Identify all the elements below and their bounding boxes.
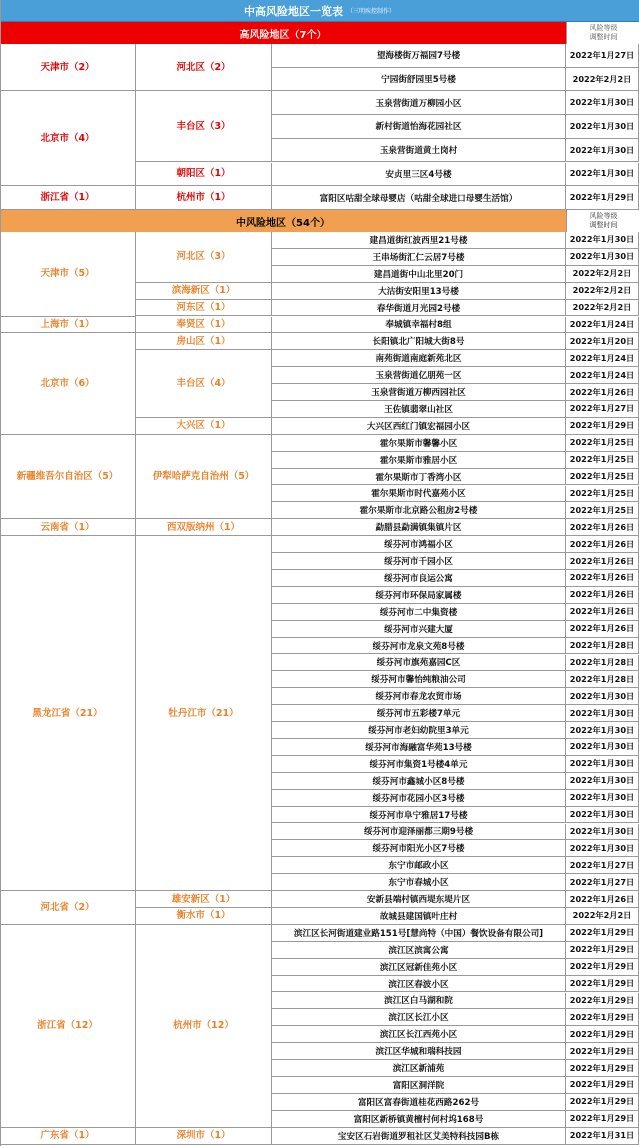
address-cell: 滨江区滨寓公寓 [272,942,566,959]
date-cell: 2022年1月24日 [566,350,639,367]
address-cell: 玉泉营街道万柳西园社区 [272,384,566,401]
date-cell: 2022年1月29日 [566,1043,639,1060]
date-cell: 2022年1月20日 [566,333,639,350]
date-cell: 2022年1月29日 [566,1077,639,1094]
city-cell: 滨海新区（1） [136,283,272,300]
date-cell: 2022年1月26日 [566,519,639,536]
city-cell: 丰台区（3） [136,91,272,162]
city-cell: 西双版纳州（1） [136,519,272,536]
high-risk-heading [0,22,639,44]
province-cell: 新疆维吾尔自治区（5） [0,435,136,520]
city-cell: 牡丹江市（21） [136,536,272,891]
city-cell: 雄安新区（1） [136,891,272,908]
address-cell: 东宁市邮政小区 [272,857,566,874]
table-subtitle: （三明疾控制作） [346,8,395,15]
date-cell: 2022年1月26日 [566,384,639,401]
date-cell: 2022年1月25日 [566,486,639,503]
address-cell: 绥芬河市鑫城小区8号楼 [272,773,566,790]
date-cell: 2022年1月28日 [566,655,639,672]
mid-risk-title: 中风险地区（54个） [0,210,566,232]
city-cell: 杭州市（12） [136,925,272,1128]
table-title-bar [0,0,639,22]
date-cell: 2022年1月26日 [566,891,639,908]
province-cell: 上海市（1） [0,317,136,334]
address-cell: 绥芬河市海融富华苑13号楼 [272,739,566,756]
date-cell: 2022年1月30日 [566,739,639,756]
date-cell: 2022年1月25日 [566,502,639,519]
address-cell: 绥芬河市鸿福小区 [272,536,566,553]
mid-risk-heading [0,210,639,232]
address-cell: 玉泉营街道亿朋苑一区 [272,367,566,384]
date-cell: 2022年1月30日 [566,840,639,857]
province-cell: 河北省（2） [0,891,136,925]
date-cell: 2022年1月29日 [566,1060,639,1077]
address-cell: 霍尔果斯市馨馨小区 [272,435,566,452]
high-risk-title: 高风险地区（7个） [0,22,566,44]
city-cell: 大兴区（1） [136,418,272,435]
left-border [0,0,1,1146]
date-cell: 2022年1月30日 [566,790,639,807]
date-cell: 2022年1月27日 [566,44,639,68]
date-cell: 2022年1月30日 [566,139,639,163]
date-cell: 2022年1月30日 [566,91,639,115]
date-cell: 2022年1月25日 [566,435,639,452]
address-cell: 滨江区冠新佳苑小区 [272,959,566,976]
address-cell: 绥芬河市二中集资楼 [272,604,566,621]
province-cell: 黑龙江省（21） [0,536,136,891]
address-cell: 绥芬河市老妇幼院里3单元 [272,722,566,739]
date-cell: 2022年1月26日 [566,587,639,604]
address-cell: 滨江区新浦苑 [272,1060,566,1077]
address-cell: 大沽街安阳里13号楼 [272,283,566,300]
address-cell: 绥芬河市旗苑嘉园C区 [272,655,566,672]
address-cell: 霍尔果斯市时代嘉苑小区 [272,486,566,503]
province-cell: 北京市（6） [0,333,136,434]
address-cell: 绥芬河市阜宁雅居17号楼 [272,807,566,824]
address-cell: 王佐镇翡翠山社区 [272,401,566,418]
high-risk-date-header [566,22,639,44]
address-cell: 绥芬河市迎泽丽都三期9号楼 [272,824,566,841]
date-cell: 2022年1月30日 [566,773,639,790]
date-cell: 2022年1月28日 [566,638,639,655]
date-cell: 2022年1月26日 [566,570,639,587]
address-cell: 滨江区长河街道建业路151号[慧尚特（中国）餐饮设备有限公司] [272,925,566,942]
address-cell: 滨江区长江西苑小区 [272,1026,566,1043]
date-cell: 2022年1月25日 [566,469,639,486]
province-cell: 天津市（5） [0,232,136,317]
date-cell: 2022年2月2日 [566,68,639,92]
address-cell: 绥芬河市馨怡纯粮油公司 [272,671,566,688]
address-cell: 故城县建国镇叶庄村 [272,908,566,925]
city-cell: 杭州市（1） [136,186,272,210]
date-cell: 2022年1月29日 [566,925,639,942]
address-cell: 绥芬河市集资1号楼4单元 [272,756,566,773]
address-cell: 绥芬河市五彩楼7单元 [272,705,566,722]
date-cell: 2022年1月31日 [566,1128,639,1145]
address-cell: 望海楼街万福园7号楼 [272,44,566,68]
address-cell: 霍尔果斯市雅居小区 [272,452,566,469]
address-cell: 安新县端村镇西堤东堤片区 [272,891,566,908]
city-cell: 丰台区（4） [136,350,272,418]
city-cell: 衡水市（1） [136,908,272,925]
note-line-2: 调整时间 [589,33,618,41]
address-cell: 绥芬河市春龙农贸市场 [272,688,566,705]
date-cell: 2022年1月25日 [566,452,639,469]
date-cell: 2022年1月29日 [566,993,639,1010]
province-cell: 浙江省（1） [0,186,136,210]
province-cell: 云南省（1） [0,519,136,536]
address-cell: 春华街道月光园2号楼 [272,300,566,317]
address-cell: 滨江区长江小区 [272,1009,566,1026]
address-cell: 富阳区咕甜全球母婴店（咕甜全球进口母婴生活馆） [272,186,566,210]
address-cell: 建昌道街红波西里21号楼 [272,232,566,249]
address-cell: 绥芬河市兴建大厦 [272,621,566,638]
date-cell: 2022年1月30日 [566,249,639,266]
address-cell: 滨江区春波小区 [272,976,566,993]
city-cell: 奉贤区（1） [136,317,272,334]
date-cell: 2022年1月30日 [566,705,639,722]
address-cell: 新村街道怡海花园社区 [272,115,566,139]
address-cell: 宁园街舒园里5号楼 [272,68,566,92]
address-cell: 绥芬河市环保局家属楼 [272,587,566,604]
date-cell: 2022年1月30日 [566,824,639,841]
date-cell: 2022年1月26日 [566,536,639,553]
address-cell: 富阳区洞洋院 [272,1077,566,1094]
date-cell: 2022年2月2日 [566,283,639,300]
city-cell: 河北区（2） [136,44,272,91]
date-cell: 2022年1月27日 [566,401,639,418]
address-cell: 绥芬河市花园小区3号楼 [272,790,566,807]
date-cell: 2022年1月29日 [566,976,639,993]
address-cell: 滨江区白马湖和院 [272,993,566,1010]
date-cell: 2022年1月30日 [566,756,639,773]
address-cell: 建昌道街中山北里20门 [272,266,566,283]
province-cell: 浙江省（12） [0,925,136,1128]
city-cell: 河北区（3） [136,232,272,283]
note-line-2: 调整时间 [589,221,618,229]
date-cell: 2022年1月28日 [566,671,639,688]
note-line-1: 风险等级 [589,24,618,32]
city-cell: 深圳市（1） [136,1128,272,1145]
address-cell: 宝安区石岩街道罗租社区艾美特科技园B栋 [272,1128,566,1145]
address-cell: 玉泉营街道万柳园小区 [272,91,566,115]
date-cell: 2022年1月30日 [566,232,639,249]
date-cell: 2022年2月2日 [566,908,639,925]
date-cell: 2022年1月30日 [566,722,639,739]
address-cell: 东宁市春城小区 [272,874,566,891]
date-cell: 2022年1月29日 [566,1009,639,1026]
address-cell: 绥芬河市阳光小区7号楼 [272,840,566,857]
date-cell: 2022年1月30日 [566,163,639,187]
city-cell: 朝阳区（1） [136,163,272,187]
table-title: 中高风险地区一览表 [243,4,343,18]
date-cell: 2022年1月30日 [566,688,639,705]
date-cell: 2022年1月29日 [566,418,639,435]
note-line-1: 风险等级 [589,212,618,220]
address-cell: 大兴区西红门镇宏福园小区 [272,418,566,435]
address-cell: 南苑街道南庭新苑北区 [272,350,566,367]
city-cell: 伊犁哈萨克自治州（5） [136,435,272,520]
date-cell: 2022年1月27日 [566,857,639,874]
province-cell: 北京市（4） [0,91,136,186]
mid-risk-date-header [566,210,639,232]
date-cell: 2022年1月29日 [566,1111,639,1128]
address-cell: 长阳镇北广阳城大街8号 [272,333,566,350]
address-cell: 奉城镇幸福村8组 [272,317,566,334]
address-cell: 安贞里三区4号楼 [272,163,566,187]
address-cell: 绥芬河市龙泉文苑8号楼 [272,638,566,655]
date-cell: 2022年2月2日 [566,300,639,317]
province-cell: 天津市（2） [0,44,136,91]
date-cell: 2022年1月26日 [566,621,639,638]
address-cell: 绥芬河市千园小区 [272,553,566,570]
address-cell: 勐腊县勐满镇集镇片区 [272,519,566,536]
date-cell: 2022年1月26日 [566,604,639,621]
city-cell: 河东区（1） [136,300,272,317]
date-cell: 2022年1月24日 [566,317,639,334]
city-cell: 房山区（1） [136,333,272,350]
province-cell: 广东省（1） [0,1128,136,1145]
address-cell: 富阳区新桥镇黄檀村何村坞168号 [272,1111,566,1128]
address-cell: 滨江区华城和瑞科技园 [272,1043,566,1060]
date-cell: 2022年1月26日 [566,553,639,570]
date-cell: 2022年1月24日 [566,367,639,384]
address-cell: 富阳区富春街道桂花西路262号 [272,1094,566,1111]
address-cell: 霍尔果斯市北京路公租房2号楼 [272,502,566,519]
date-cell: 2022年1月29日 [566,959,639,976]
date-cell: 2022年1月30日 [566,115,639,139]
date-cell: 2022年2月2日 [566,266,639,283]
address-cell: 玉泉营街道黄土岗村 [272,139,566,163]
address-cell: 绥芬河市良运公寓 [272,570,566,587]
address-cell: 王串场街汇仁云居7号楼 [272,249,566,266]
date-cell: 2022年1月29日 [566,1094,639,1111]
date-cell: 2022年1月29日 [566,186,639,210]
date-cell: 2022年1月27日 [566,874,639,891]
address-cell: 霍尔果斯市丁香湾小区 [272,469,566,486]
date-cell: 2022年1月29日 [566,942,639,959]
date-cell: 2022年1月29日 [566,1026,639,1043]
date-cell: 2022年1月30日 [566,807,639,824]
